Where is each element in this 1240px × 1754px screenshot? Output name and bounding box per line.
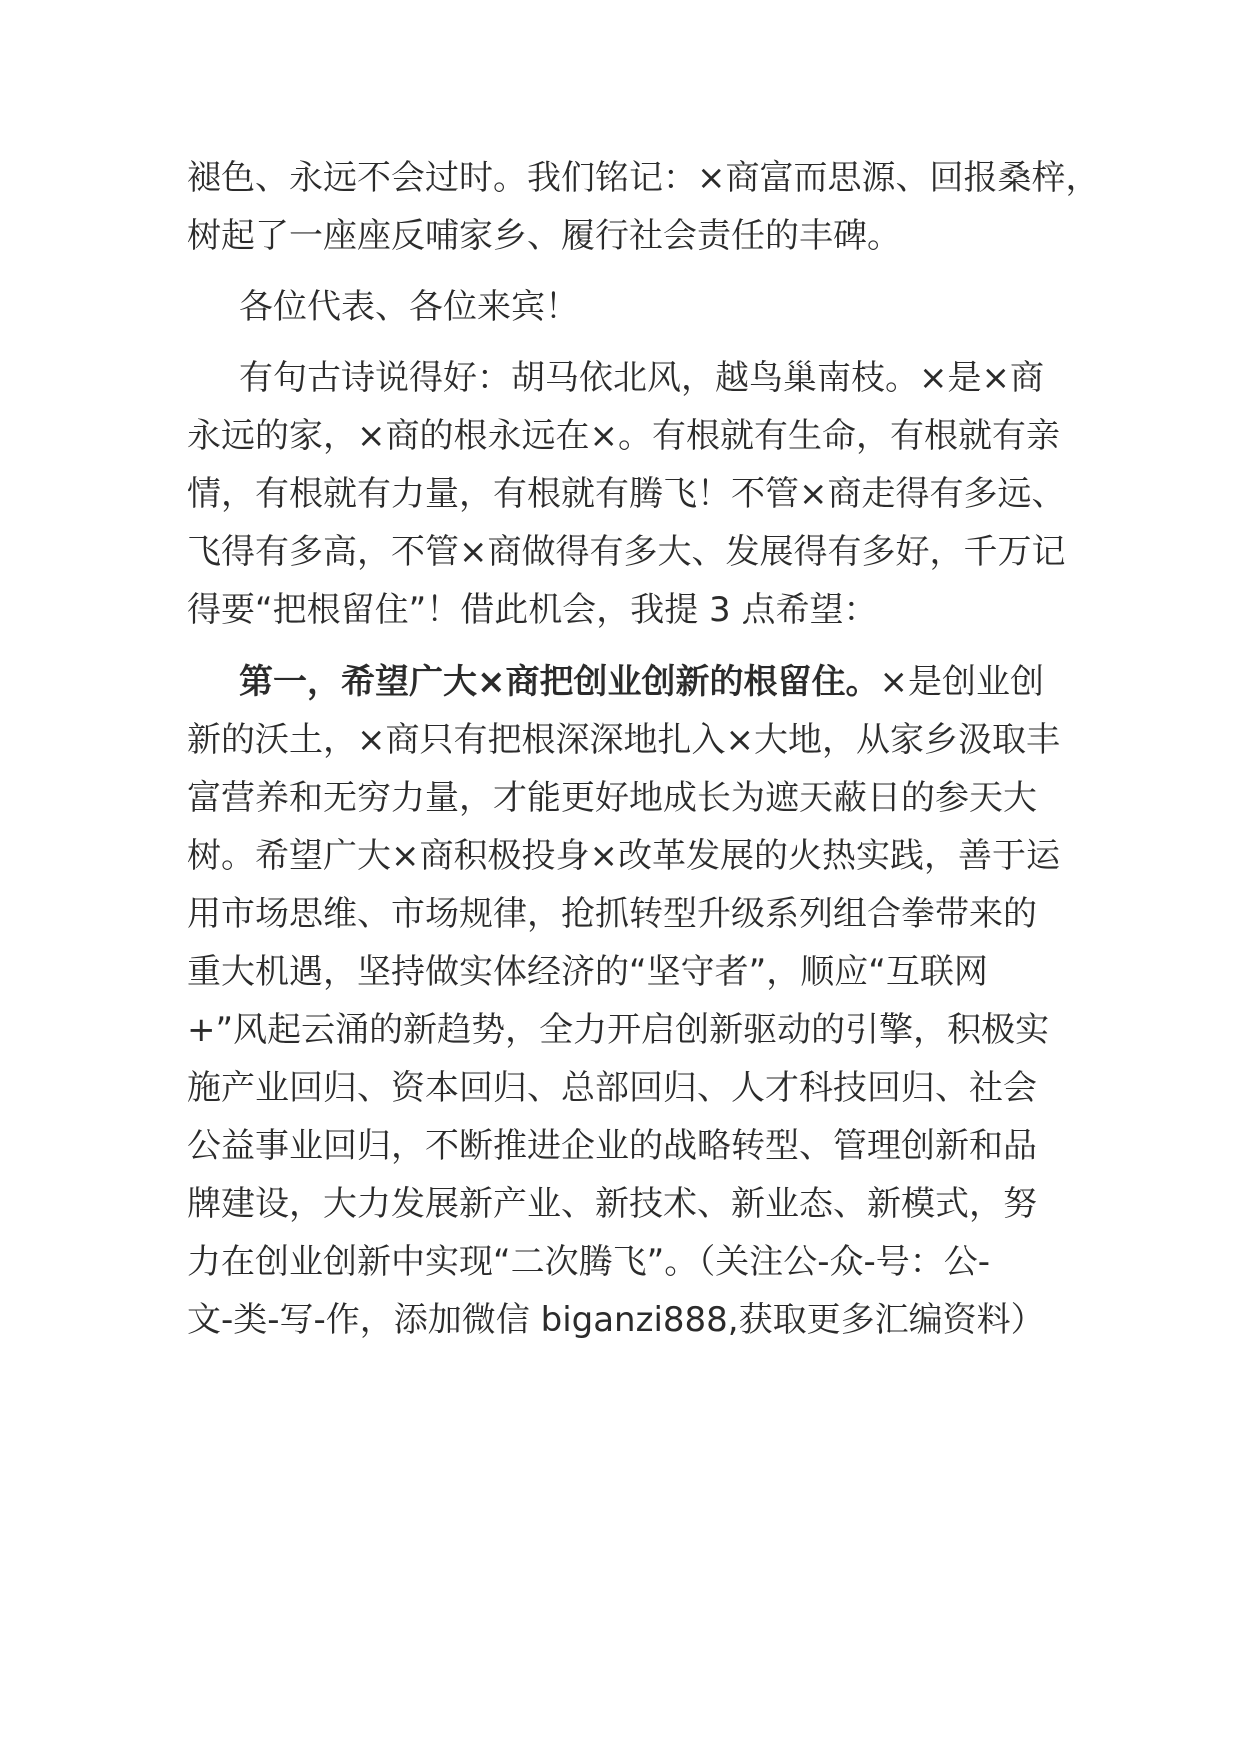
text-line: 公益事业回归，不断推进企业的战略转型、管理创新和品 — [187, 1126, 1037, 1166]
text-line — [239, 662, 1044, 702]
bold-lead-sentence: 第一，希望广大×商把创业创新的根留住。 — [239, 662, 880, 702]
text-line: 重大机遇，坚持做实体经济的“坚守者”，顺应“互联网 — [187, 952, 988, 992]
text-line: +”风起云涌的新趋势，全力开启创新驱动的引擎，积极实 — [187, 1010, 1050, 1050]
text-line: 牌建设，大力发展新产业、新技术、新业态、新模式，努 — [187, 1184, 1037, 1224]
text-line: 树起了一座座反哺家乡、履行社会责任的丰碑。 — [187, 216, 901, 256]
text-line: 富营养和无穷力量，才能更好地成长为遮天蔽日的参天大 — [187, 778, 1037, 818]
text-run: ×是创业创 — [879, 662, 1044, 702]
text-line: 文-类-写-作，添加微信 biganzi888,获取更多汇编资料） — [187, 1300, 1045, 1340]
text-line: 力在创业创新中实现“二次腾飞”。（关注公-众-号：公- — [187, 1242, 991, 1282]
text-line: 有句古诗说得好：胡马依北风，越鸟巢南枝。×是×商 — [239, 358, 1044, 398]
text-line: 得要“把根留住”！借此机会，我提 3 点希望： — [187, 590, 878, 630]
text-line: 情，有根就有力量，有根就有腾飞！不管×商走得有多远、 — [187, 474, 1066, 514]
text-line: 新的沃土，×商只有把根深深地扎入×大地，从家乡汲取丰 — [187, 720, 1060, 760]
text-line: 各位代表、各位来宾！ — [239, 287, 579, 327]
text-line: 褪色、永远不会过时。我们铭记：×商富而思源、回报桑梓， — [187, 158, 1100, 198]
text-line: 施产业回归、资本回归、总部回归、人才科技回归、社会 — [187, 1068, 1037, 1108]
text-line: 永远的家，×商的根永远在×。有根就有生命，有根就有亲 — [187, 416, 1060, 456]
text-line: 用市场思维、市场规律，抢抓转型升级系列组合拳带来的 — [187, 894, 1037, 934]
text-line: 树。希望广大×商积极投身×改革发展的火热实践，善于运 — [187, 836, 1060, 876]
text-line: 飞得有多高，不管×商做得有多大、发展得有多好，千万记 — [187, 532, 1066, 572]
